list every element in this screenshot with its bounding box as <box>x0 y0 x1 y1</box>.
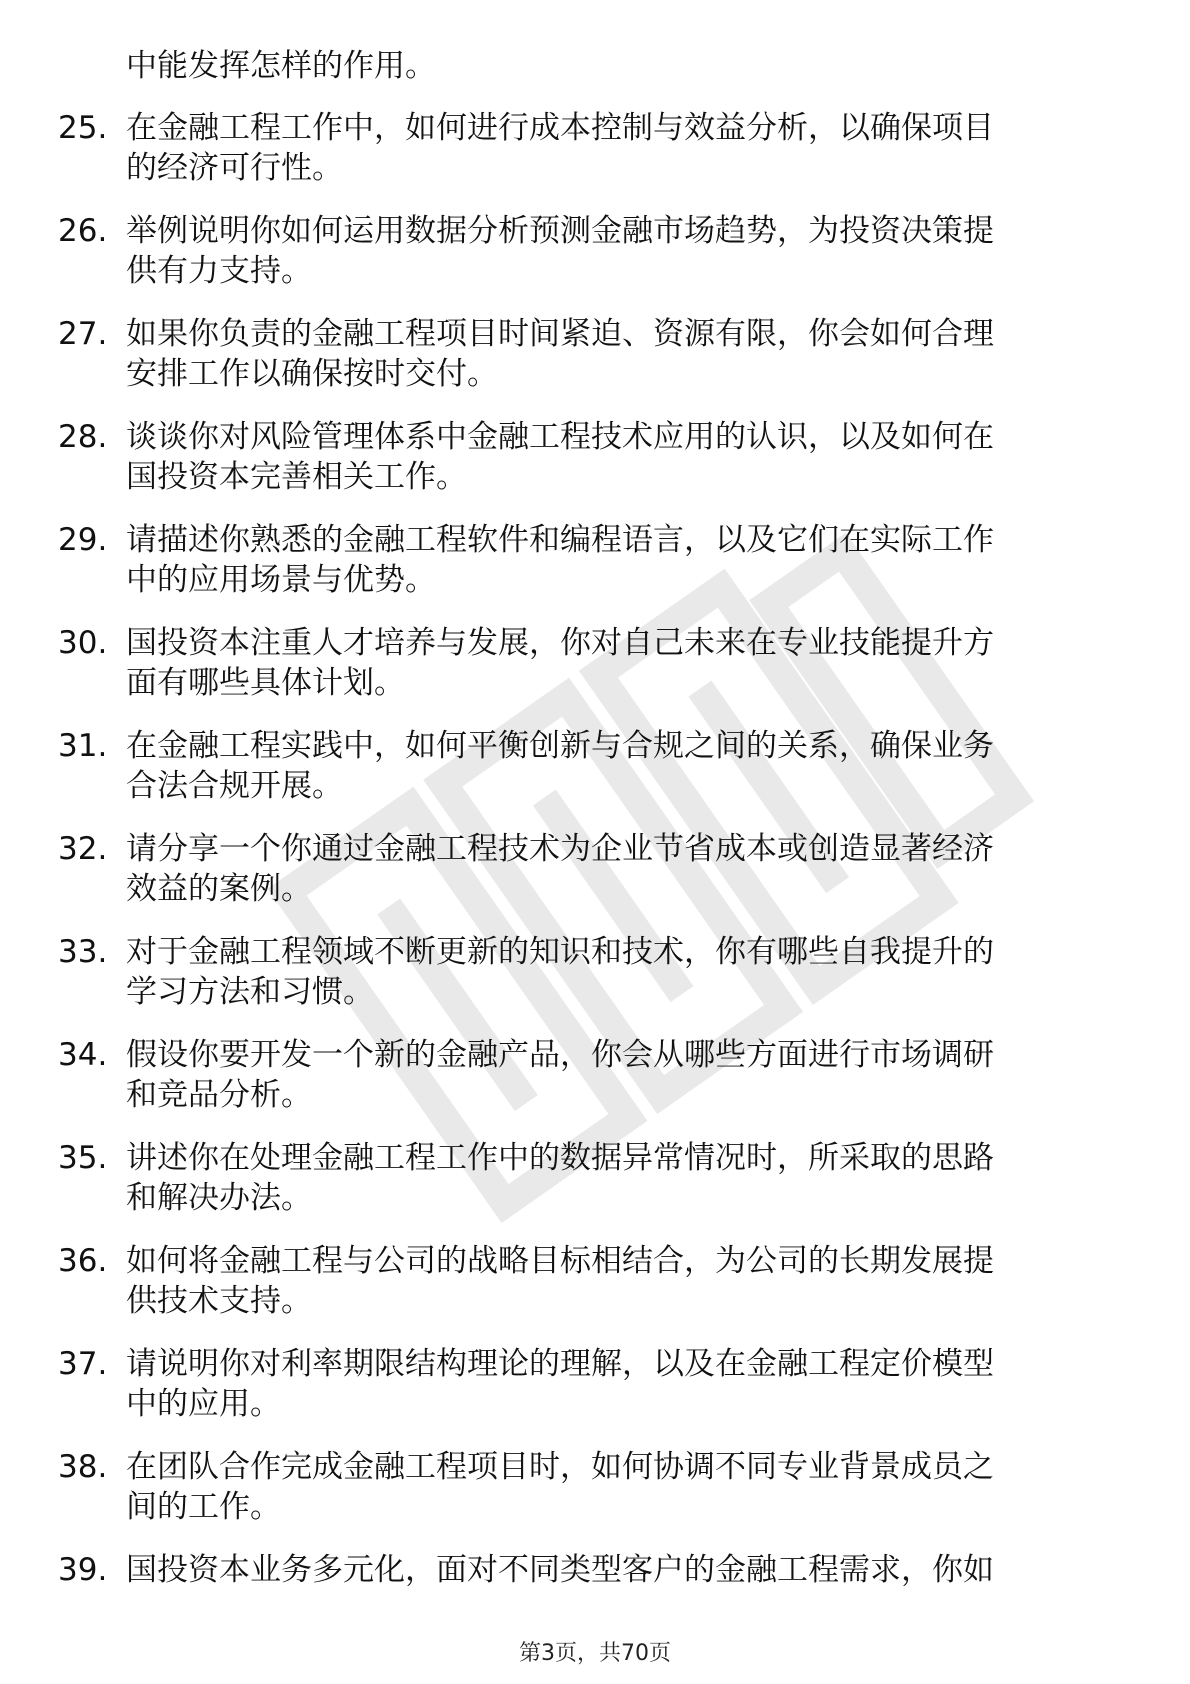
question-item <box>0 520 1190 623</box>
question-line: 安排工作以确保按时交付。 <box>126 356 498 392</box>
question-item <box>0 1241 1190 1344</box>
question-text <box>126 1035 1126 1115</box>
question-number: 33. <box>58 934 108 970</box>
question-line: 假设你要开发一个新的金融产品，你会从哪些方面进行市场调研 <box>126 1037 994 1073</box>
continuation-line: 中能发挥怎样的作用。 <box>126 48 436 84</box>
question-number: 25. <box>58 110 108 146</box>
question-line: 学习方法和习惯。 <box>126 974 374 1010</box>
question-item <box>0 1447 1190 1550</box>
question-line: 如果你负责的金融工程项目时间紧迫、资源有限，你会如何合理 <box>126 316 994 352</box>
question-item <box>0 1550 1190 1653</box>
question-text <box>126 1241 1126 1321</box>
question-text <box>126 314 1126 394</box>
question-item <box>0 1344 1190 1447</box>
question-line: 和竞品分析。 <box>126 1077 312 1113</box>
question-item <box>0 314 1190 417</box>
question-number: 37. <box>58 1346 108 1382</box>
question-item <box>0 1035 1190 1138</box>
question-item <box>0 829 1190 932</box>
question-line: 中的应用。 <box>126 1386 281 1422</box>
question-number: 39. <box>58 1552 108 1588</box>
question-line: 举例说明你如何运用数据分析预测金融市场趋势，为投资决策提 <box>126 213 994 249</box>
question-line: 如何将金融工程与公司的战略目标相结合，为公司的长期发展提 <box>126 1243 994 1279</box>
page-number-footer: 第3页，共70页 <box>519 1641 671 1666</box>
question-number: 34. <box>58 1037 108 1073</box>
question-text <box>126 623 1126 703</box>
question-line: 国投资本业务多元化，面对不同类型客户的金融工程需求，你如 <box>126 1552 994 1588</box>
question-line: 合法合规开展。 <box>126 768 343 804</box>
question-text <box>126 417 1126 497</box>
question-number: 38. <box>58 1449 108 1485</box>
question-line: 请分享一个你通过金融工程技术为企业节省成本或创造显著经济 <box>126 831 994 867</box>
question-text <box>126 932 1126 1012</box>
question-text <box>126 1344 1126 1424</box>
question-text <box>126 829 1126 909</box>
question-number: 26. <box>58 213 108 249</box>
question-item <box>0 1138 1190 1241</box>
question-item <box>0 623 1190 726</box>
question-line: 在团队合作完成金融工程项目时，如何协调不同专业背景成员之 <box>126 1449 994 1485</box>
question-line: 对于金融工程领域不断更新的知识和技术，你有哪些自我提升的 <box>126 934 994 970</box>
question-text <box>126 726 1126 806</box>
question-number: 36. <box>58 1243 108 1279</box>
question-line: 效益的案例。 <box>126 871 312 907</box>
question-number: 35. <box>58 1140 108 1176</box>
question-line: 国投资本完善相关工作。 <box>126 459 467 495</box>
question-line: 供技术支持。 <box>126 1283 312 1319</box>
question-line: 和解决办法。 <box>126 1180 312 1216</box>
question-line: 国投资本注重人才培养与发展，你对自己未来在专业技能提升方 <box>126 625 994 661</box>
question-line: 中的应用场景与优势。 <box>126 562 436 598</box>
question-line: 间的工作。 <box>126 1489 281 1525</box>
question-number: 32. <box>58 831 108 867</box>
question-line: 供有力支持。 <box>126 253 312 289</box>
question-line: 在金融工程实践中，如何平衡创新与合规之间的关系，确保业务 <box>126 728 994 764</box>
question-text <box>126 520 1126 600</box>
question-item <box>0 211 1190 314</box>
question-text <box>126 1447 1126 1527</box>
question-number: 31. <box>58 728 108 764</box>
question-text <box>126 108 1126 188</box>
question-item <box>0 108 1190 211</box>
question-number: 27. <box>58 316 108 352</box>
question-line: 面有哪些具体计划。 <box>126 665 405 701</box>
question-line: 谈谈你对风险管理体系中金融工程技术应用的认识，以及如何在 <box>126 419 994 455</box>
question-line: 的经济可行性。 <box>126 150 343 186</box>
question-item <box>0 932 1190 1035</box>
question-text <box>126 211 1126 291</box>
question-list <box>0 108 1190 1653</box>
question-line: 讲述你在处理金融工程工作中的数据异常情况时，所采取的思路 <box>126 1140 994 1176</box>
question-item <box>0 726 1190 829</box>
question-line: 请描述你熟悉的金融工程软件和编程语言，以及它们在实际工作 <box>126 522 994 558</box>
question-item <box>0 417 1190 520</box>
question-number: 29. <box>58 522 108 558</box>
question-line: 请说明你对利率期限结构理论的理解，以及在金融工程定价模型 <box>126 1346 994 1382</box>
question-number: 28. <box>58 419 108 455</box>
question-text <box>126 1550 1126 1590</box>
question-line: 在金融工程工作中，如何进行成本控制与效益分析，以确保项目 <box>126 110 994 146</box>
question-text <box>126 1138 1126 1218</box>
question-number: 30. <box>58 625 108 661</box>
